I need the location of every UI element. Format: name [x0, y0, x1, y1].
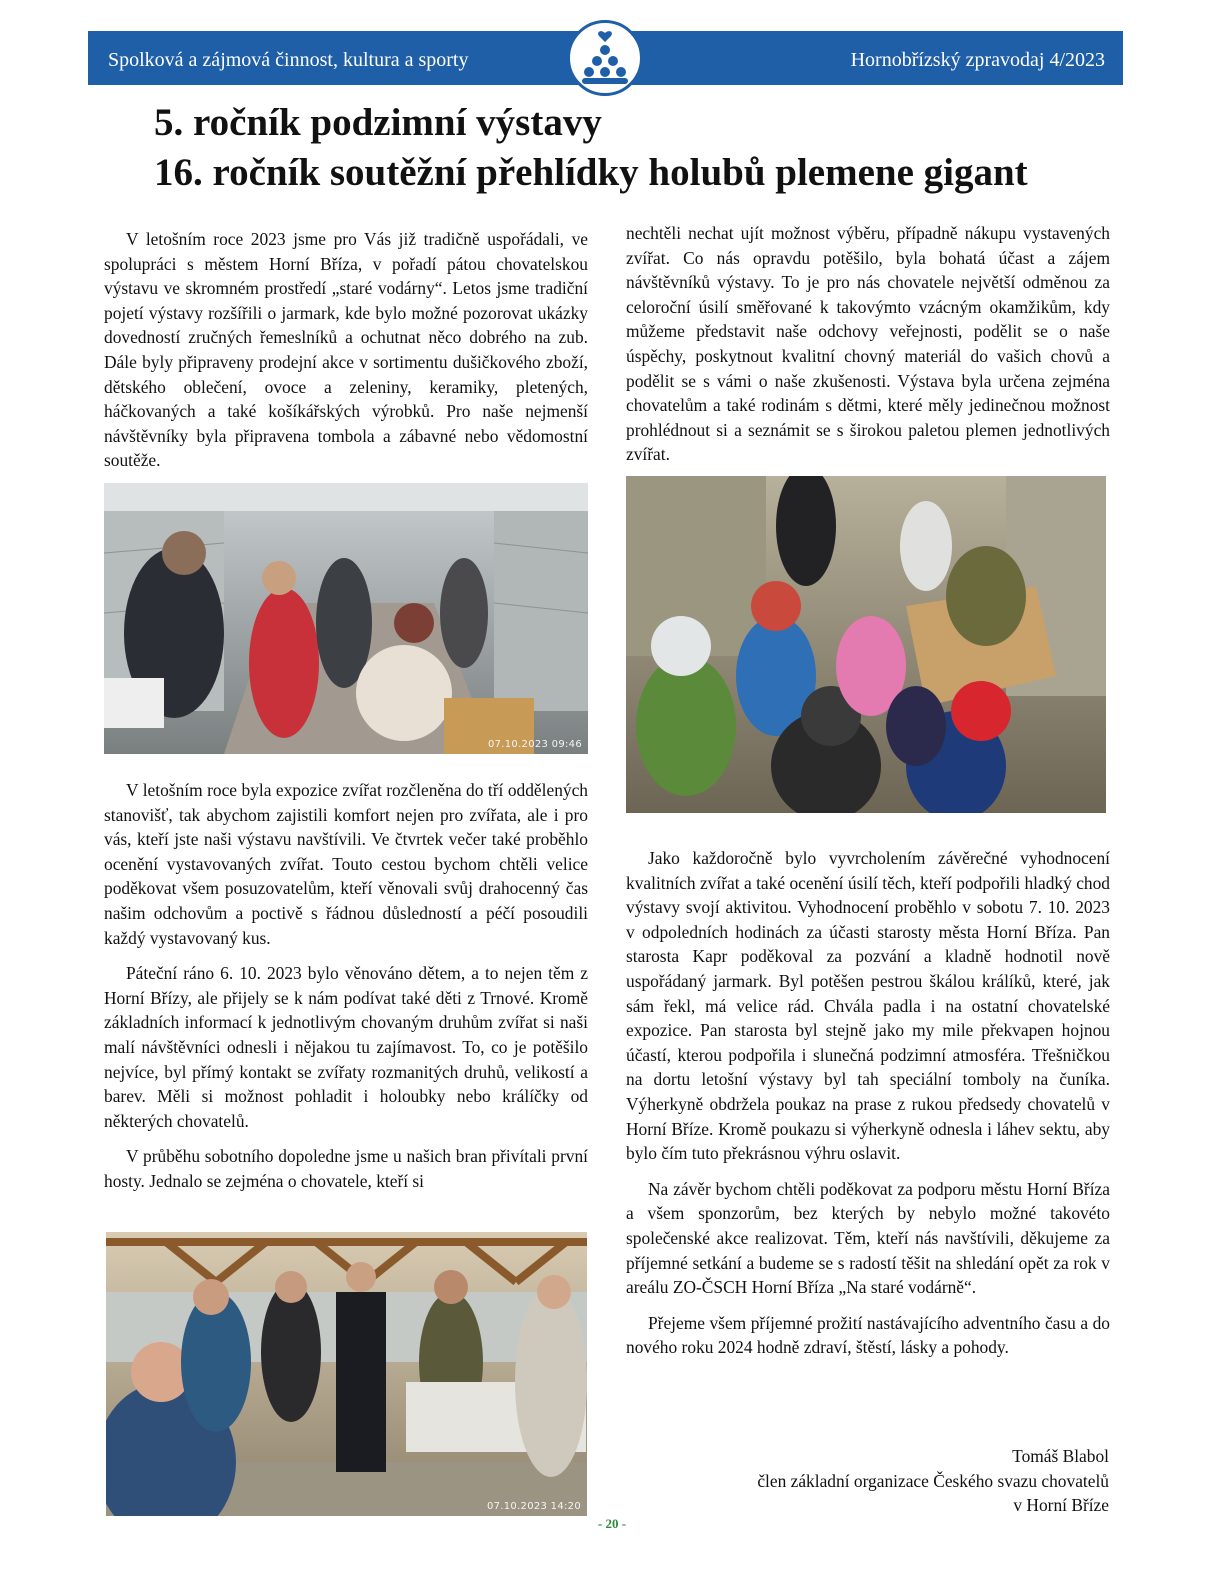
column-2-intro	[626, 221, 1110, 467]
children-with-animals-photo	[626, 476, 1106, 813]
header-section-title: Spolková a zájmová činnost, kultura a sporty	[108, 49, 469, 71]
header-issue-title: Hornobřízský zpravodaj 4/2023	[850, 49, 1105, 71]
paragraph: Jako každoročně bylo vyvrcholením závěrečné vyhodnocení kvalitních zvířat a také ocenění úsilí těch, kteří podpořili hladký chod výstavy svojí aktivitou. Vyhodnocení proběhlo v sobotu 7. 10. 2023 v odpoledních hodinách za účasti starosty města Horní Bříza. Pan starosta Kapr poděkoval za pozvání a kladně hodnotil nově uspořádaný jarmark. Byl potěšen pestrou škálou králíků, které, jak sám řekl, má velice rád. Chvála padla i na ostatní chovatelské expozice. Pan starosta byl stejně jako my mile překvapen hojnou účastí, kterou podpořila i slunečná podzimní atmosféra. Třešničkou na dortu letošní výstavy byl tah speciální tomboly na čuníka. Výherkyně obdržela poukaz na prase z rukou předsedy chovatelů v Horní Bříze. Kromě poukazu si výherkyně odnesla i láhev sektu, aby bylo čím tuto překrásnou výhru oslavit.	[626, 848, 1110, 1164]
paragraph: V průběhu sobotního dopoledne jsme u našich bran přivítali první hosty. Jednalo se zejména o chovatele, kteří si	[104, 1146, 588, 1191]
paragraph: Páteční ráno 6. 10. 2023 bylo věnováno dětem, a to nejen těm z Horní Břízy, ale přijely se k nám podívat také děti z Trnové. Kromě základních informací k jednotlivým chovaným druhům zvířat si naši malí návštěvníci odnesli i nějakou tu zajímavost. To, co je potěšilo nejvíce, byl přímý kontakt se zvířaty rozmanitých druhů, velikostí a barev. Měli si možnost pohladit i holoubky nebo králíčky od některých chovatelů.	[104, 963, 588, 1131]
paragraph: V letošním roce byla expozice zvířat rozčleněna do tří oddělených stanovišť, tak abychom zajistili komfort nejen pro zvířata, ale i pro vás, kteří jste naši výstavu navštívili. Ve čtvrtek večer také proběhlo ocenění vystavovaných zvířat. Touto cestou bychom chtěli velice poděkovat všem posuzovatelům, kteří věnovali svůj drahocenný čas našim odchovům a poctivě s řádnou důsledností a péčí posoudili každý vystavovaný kus.	[104, 780, 588, 948]
title-line-1: 5. ročník podzimní výstavy	[154, 101, 602, 144]
column-1-body	[104, 778, 588, 1194]
author-role: člen základní organizace Českého svazu chovatelů	[757, 1470, 1109, 1491]
page-number: - 20 -	[597, 1516, 627, 1531]
paragraph: Přejeme všem příjemné prožití nastávajícího adventního času a do nového roku 2024 hodně zdraví, štěstí, lásky a pohody.	[626, 1312, 1110, 1358]
column-1-intro	[104, 227, 588, 473]
exhibition-hall-photo	[104, 483, 588, 754]
title-line-2: 16. ročník soutěžní přehlídky holubů plemene gigant	[154, 151, 1028, 194]
paragraph: nechtěli nechat ujít možnost výběru, případně nákupu vystavených zvířat. Co nás opravdu potěšilo, byla bohatá účast a zájem návštěvníků výstavy. To je pro nás chovatele největší odměnou za celoroční úsilí směřované k takovýmto vzácným okamžikům, kdy můžeme představit naše odchovy veřejnosti, podělit se o naše úspěchy, poskytnout kvalitní chovný materiál do vašich chovů a podělit se s vámi o naše zkušenosti. Výstava byla určena zejména chovatelům a také rodinám s dětmi, které měly jedinečnou možnost prohlédnout si a seznámit se s širokou paletou plemen jednotlivých zvířat.	[626, 223, 1110, 465]
author-place: v Horní Bříze	[1013, 1495, 1109, 1516]
article-title	[154, 98, 1154, 198]
photo-timestamp: 07.10.2023 09:46	[487, 739, 582, 750]
author-name: Tomáš Blabol	[1012, 1446, 1109, 1466]
paragraph: Na závěr bychom chtěli poděkovat za podporu městu Horní Bříza a všem sponzorům, bez kterých by nebylo možné takovéto společenské akce realizovat. Těm, kteří nás navštívili, děkujeme za příjemné setkání a budeme se s radostí těšit na shledání opět za rok v areálu ZO-ČSCH Horní Bříza „Na staré vodárně“.	[626, 1178, 1110, 1298]
paragraph: V letošním roce 2023 jsme pro Vás již tradičně uspořádali, ve spolupráci s městem Horní Bříza, v pořadí pátou chovatelskou výstavu ve skromném prostředí „staré vodárny“. Letos jsme tradiční pojetí výstavy rozšířili o jarmark, kde bylo možné pozorovat ukázky dovedností zručných řemeslníků a ochutnat něco dobrého na zub. Dále byly připraveny prodejní akce v sortimentu dušičkového zboží, dětského oblečení, ovoce a zeleniny, keramiky, pletených, háčkovaných a také košíkářských výrobků. Pro naše nejmenší návštěvníky byla připravena tombola a zábavné nebo vědomostní soutěže.	[104, 229, 588, 471]
author-signature	[757, 1444, 1109, 1518]
photo-timestamp: 07.10.2023 14:20	[486, 1501, 581, 1512]
award-ceremony-photo	[106, 1232, 587, 1516]
association-logo-icon	[567, 20, 643, 96]
column-2-body	[626, 846, 1110, 1360]
